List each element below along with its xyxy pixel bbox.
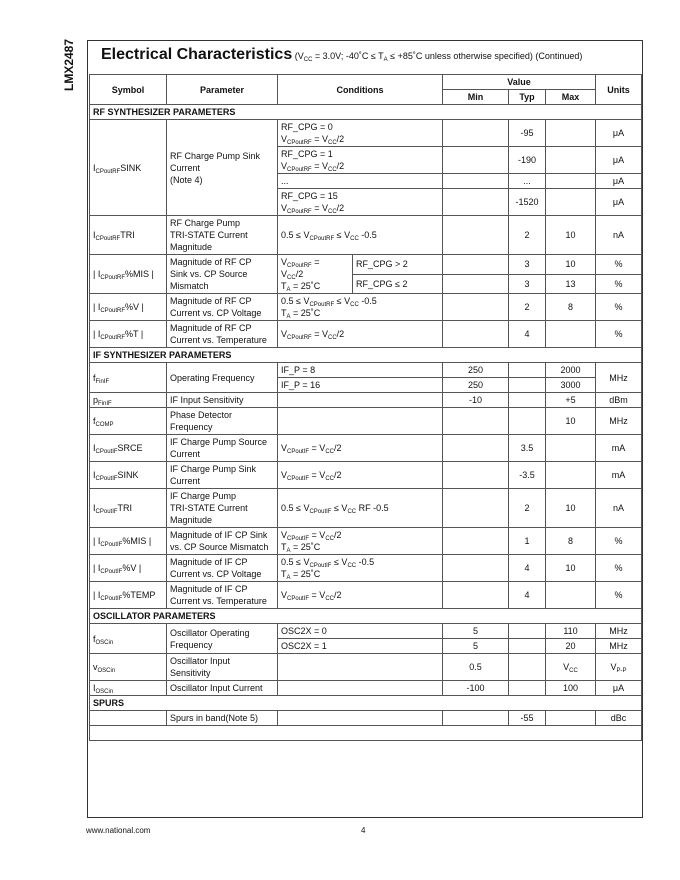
parameter-cell: RF Charge Pump Sink Current (Note 4): [167, 120, 278, 216]
condition-cell: RF_CPG = 0 $V_{CPoutRF} = V_{CC}/2$: [278, 120, 443, 147]
table-row: Spurs in band(Note 5) -55 dBc: [90, 711, 642, 726]
col-value: Value: [443, 75, 596, 90]
col-parameter: Parameter: [167, 75, 278, 105]
table-row: $I_{CPoutRF}TRI$ RF Charge Pump TRI-STATE Current Magnitude $0.5 \le V_{CPoutRF} \le V_{CC}$ -0.5 2 10 nA: [90, 216, 642, 255]
table-row: IF_P = 16 250 3000: [90, 378, 642, 393]
col-max: Max: [546, 90, 596, 105]
table-row: RF_CPG = 1 $V_{CPoutRF} = V_{CC}/2$ -190 μA: [90, 147, 642, 174]
table-row: $I_{CPoutIF}SINK$ IF Charge Pump Sink Current $V_{CPoutIF} = V_{CC}/2$ -3.5 mA: [90, 462, 642, 489]
col-conditions: Conditions: [278, 75, 443, 105]
footer-website: www.national.com: [86, 826, 151, 835]
title-conditions: ($V_{CC} = 3.0V$; -40˚C ≤ $T_A$ ≤ +85˚C unless otherwise specified) (Continued): [292, 51, 583, 63]
condition-cell: RF_CPG = 15 $V_{CPoutRF} = V_{CC}/2$: [278, 189, 443, 216]
table-row: RF_CPG ≤ 2 3 13 %: [90, 274, 642, 294]
footer-page-number: 4: [361, 826, 366, 835]
table-row: | $I_{CPoutIF}\%V$ | Magnitude of IF CP Current vs. CP Voltage $0.5 \le V_{CPoutIF} \le V_{CC}$ -0.5 $T_A$ = 25˚C 4 10 %: [90, 555, 642, 582]
table-row: $f_{FinIF}$ Operating Frequency IF_P = 8 250 2000 MHz: [90, 363, 642, 378]
table-row: | $I_{CPoutRF}\%T$ | Magnitude of RF CP Current vs. Temperature $V_{CPoutRF} = V_{CC}/2$ 4 %: [90, 321, 642, 348]
header-row: [90, 75, 642, 90]
table-row: RF_CPG = 15 $V_{CPoutRF} = V_{CC}/2$ -1520 μA: [90, 189, 642, 216]
col-typ: Typ: [509, 90, 546, 105]
table-row: $I_{OSCin}$ Oscillator Input Current -100 100 μA: [90, 681, 642, 696]
col-symbol: Symbol: [90, 75, 167, 105]
section-rf: RF SYNTHESIZER PARAMETERS: [90, 105, 642, 120]
table-bottom-rule: [90, 726, 642, 741]
electrical-characteristics-table: [89, 74, 642, 741]
title-main: Electrical Characteristics: [101, 46, 293, 63]
table-row: $I_{CPoutRF}SINK$ RF Charge Pump Sink Current (Note 4) RF_CPG = 0 $V_{CPoutRF} = V_{CC}/2$ -95 μA: [90, 120, 642, 147]
col-units: Units: [596, 75, 642, 105]
table-row: OSC2X = 1 5 20 MHz: [90, 639, 642, 654]
table-row: $I_{CPoutIF}TRI$ IF Charge Pump TRI-STATE Current Magnitude $0.5 \le V_{CPoutIF} \le V_{CC}$ RF -0.5 2 10 nA: [90, 489, 642, 528]
section-spurs: SPURS: [90, 696, 642, 711]
section-if: IF SYNTHESIZER PARAMETERS: [90, 348, 642, 363]
table-row: $I_{CPoutIF}SRCE$ IF Charge Pump Source Current $V_{CPoutIF} = V_{CC}/2$ 3.5 mA: [90, 435, 642, 462]
table-row: | $I_{CPoutIF}\%TEMP$ Magnitude of IF CP Current vs. Temperature $V_{CPoutIF} = V_{CC}/2$ 4 %: [90, 582, 642, 609]
table-row: $p_{FinIF}$ IF Input Sensitivity -10 +5 dBm: [90, 393, 642, 408]
symbol-cell: $I_{CPoutRF}SINK$: [90, 120, 167, 216]
page-title: [101, 46, 582, 64]
condition-cell: RF_CPG = 1 $V_{CPoutRF} = V_{CC}/2$: [278, 147, 443, 174]
table-row: | $I_{CPoutIF}\%MIS$ | Magnitude of IF CP Sink vs. CP Source Mismatch $V_{CPoutIF} = V_{CC}/2$ $T_A$ = 25˚C 1 8 %: [90, 528, 642, 555]
table-row: | $I_{CPoutRF}\%MIS$ | Magnitude of RF CP Sink vs. CP Source Mismatch $V_{CPoutRF}$ = $V_{CC}/2$ $T_A$ = 25˚C RF_CPG > 2 3 10 %: [90, 255, 642, 275]
table-row: ... ... μA: [90, 174, 642, 189]
col-min: Min: [443, 90, 509, 105]
table-row: | $I_{CPoutRF}\%V$ | Magnitude of RF CP Current vs. CP Voltage $0.5 \le V_{CPoutRF} \le V_{CC}$ -0.5 $T_A$ = 25˚C 2 8 %: [90, 294, 642, 321]
table-row: $f_{OSCin}$ Oscillator Operating Frequency OSC2X = 0 5 110 MHz: [90, 624, 642, 639]
table-row: $v_{OSCin}$ Oscillator Input Sensitivity 0.5 $V_{CC}$ $V_{P-P}$: [90, 654, 642, 681]
section-oscillator: OSCILLATOR PARAMETERS: [90, 609, 642, 624]
part-number-side-label: LMX2487: [62, 38, 77, 92]
table-row: $f_{COMP}$ Phase Detector Frequency 10 MHz: [90, 408, 642, 435]
